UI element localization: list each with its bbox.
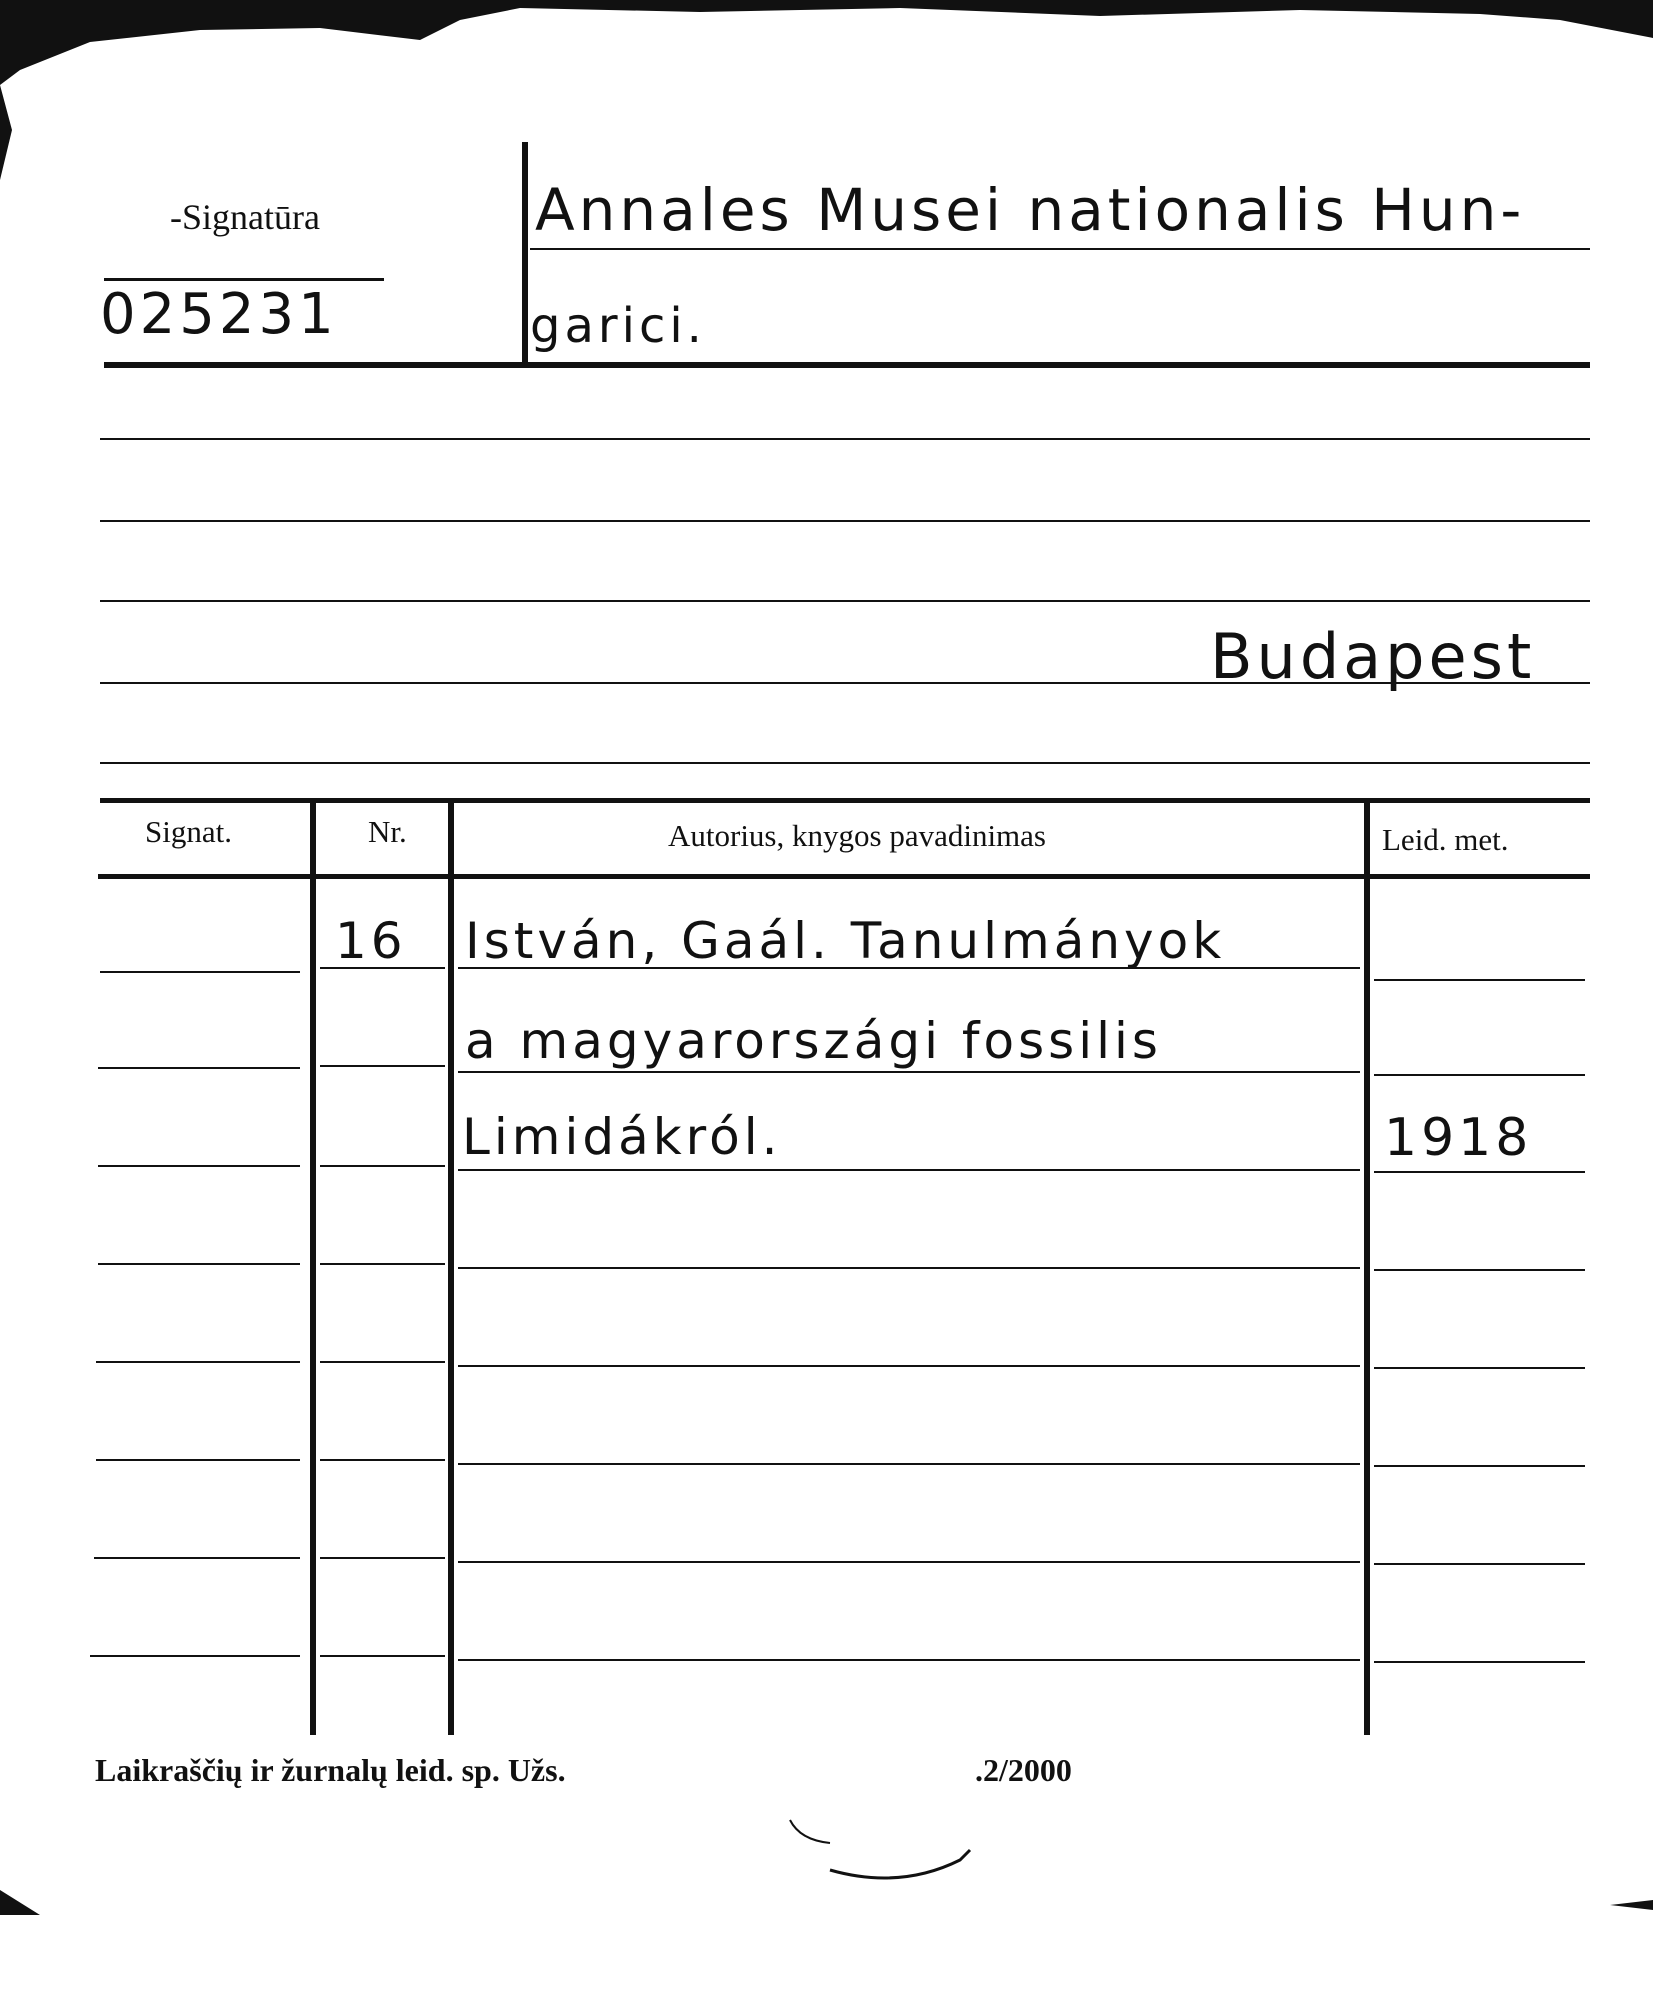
title-line-1: Annales Musei nationalis Hun- bbox=[535, 176, 1526, 244]
printer-imprint: Laikraščių ir žurnalų leid. sp. Užs. bbox=[95, 1752, 566, 1788]
order-number: .2/2000 bbox=[975, 1752, 1072, 1788]
signatura-label: -Signatūra bbox=[170, 197, 320, 237]
col-header-nr: Nr. bbox=[368, 814, 407, 849]
row-1-nr: 16 bbox=[335, 912, 407, 970]
row-1-title: István, Gaál. Tanulmányok bbox=[465, 912, 1226, 970]
col-header-signat: Signat. bbox=[145, 814, 232, 849]
col-header-year: Leid. met. bbox=[1382, 822, 1509, 857]
title-line-2: garici. bbox=[530, 298, 706, 354]
place-of-publication: Budapest bbox=[1210, 620, 1536, 693]
signatura-value: 025231 bbox=[100, 282, 338, 347]
row-3-title: Limidákról. bbox=[462, 1108, 782, 1166]
row-3-year: 1918 bbox=[1384, 1108, 1533, 1168]
col-header-title: Autorius, knygos pavadinimas bbox=[668, 818, 1046, 853]
row-2-title: a magyarországi fossilis bbox=[465, 1012, 1162, 1070]
